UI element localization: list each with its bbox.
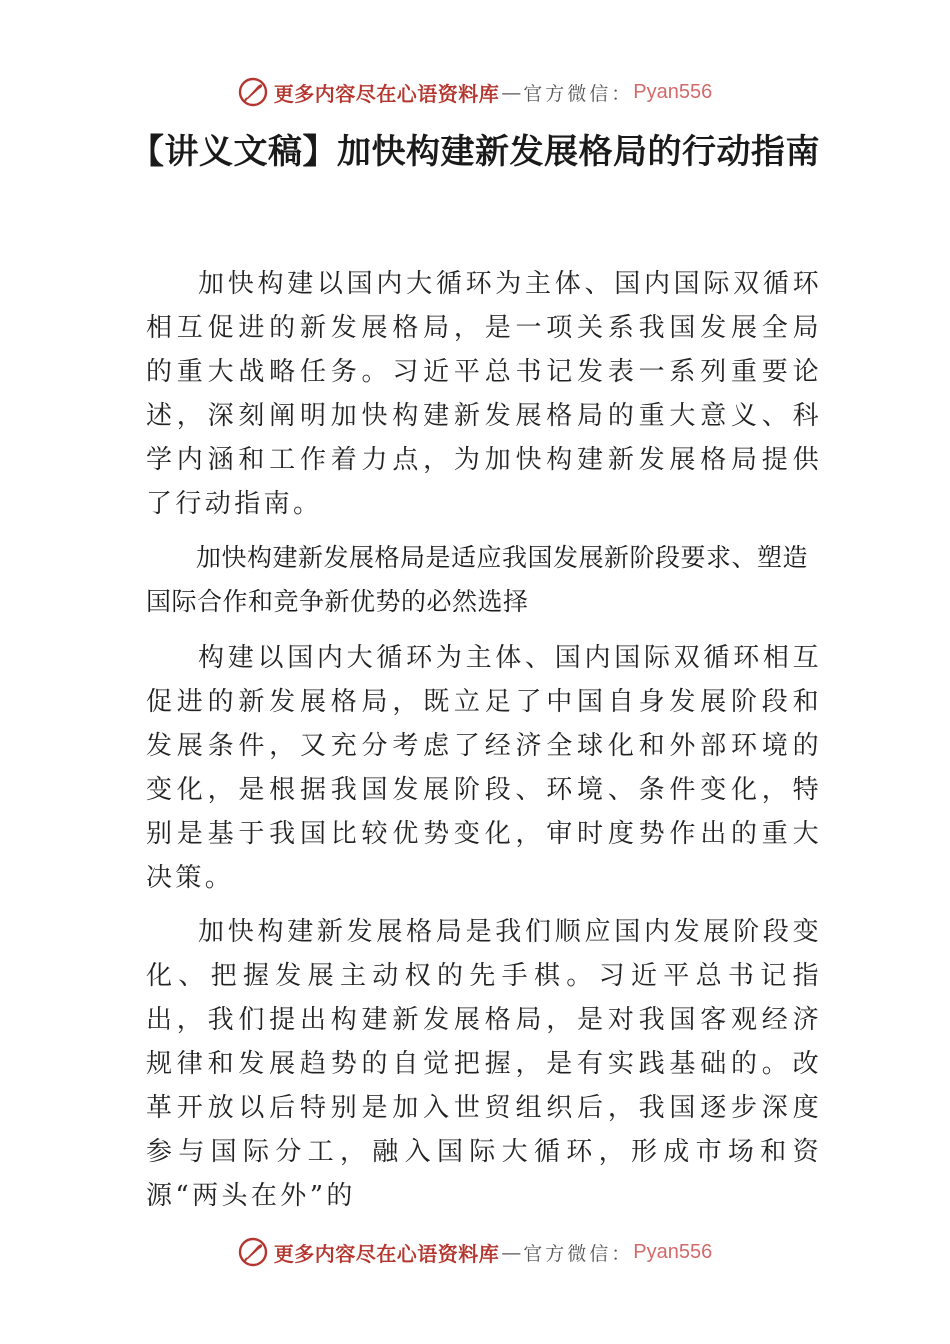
paragraph-2: 构建以国内大循环为主体、国内国际双循环相互促进的新发展格局，既立足了中国自身发展阶段和发展条件，又充分考虑了经济全球化和外部环境的变化，是根据我国发展阶段、环境、条件变化，特别是基于我国比较优势变化，审时度势作出的重大决策。 bbox=[146, 643, 822, 893]
header-banner bbox=[0, 72, 950, 112]
wechat-id: Pyan556 bbox=[633, 1240, 713, 1263]
brand-text: 更多内容尽在心语资料库 bbox=[273, 81, 500, 106]
wechat-id: Pyan556 bbox=[633, 80, 713, 103]
section-heading: 加快构建新发展格局是适应我国发展新阶段要求、塑造国际合作和竞争新优势的必然选择 bbox=[146, 543, 809, 616]
quill-pen-logo-icon bbox=[238, 77, 268, 107]
banner-separator: — bbox=[501, 1240, 522, 1264]
quill-pen-logo-icon bbox=[238, 1237, 268, 1267]
document-title: 【讲义文稿】加快构建新发展格局的行动指南 bbox=[130, 132, 820, 172]
wechat-label: 官方微信： bbox=[523, 82, 634, 105]
paragraph-3: 加快构建新发展格局是我们顺应国内发展阶段变化、把握发展主动权的先手棋。习近平总书记指出，我们提出构建新发展格局，是对我国客观经济规律和发展趋势的自觉把握，是有实践基础的。改革开放以后特别是加入世贸组织后，我国逐步深度参与国际分工，融入国际大循环，形成市场和资源“两头在外”的 bbox=[146, 917, 822, 1211]
brand-text: 更多内容尽在心语资料库 bbox=[273, 1241, 500, 1266]
banner-separator: — bbox=[501, 80, 522, 104]
footer-banner bbox=[0, 1232, 950, 1272]
wechat-label: 官方微信： bbox=[523, 1242, 634, 1265]
document-body bbox=[146, 262, 822, 1228]
paragraph-intro: 加快构建以国内大循环为主体、国内国际双循环相互促进的新发展格局，是一项关系我国发展全局的重大战略任务。习近平总书记发表一系列重要论述，深刻阐明加快构建新发展格局的重大意义、科学内涵和工作着力点，为加快构建新发展格局提供了行动指南。 bbox=[146, 269, 822, 519]
